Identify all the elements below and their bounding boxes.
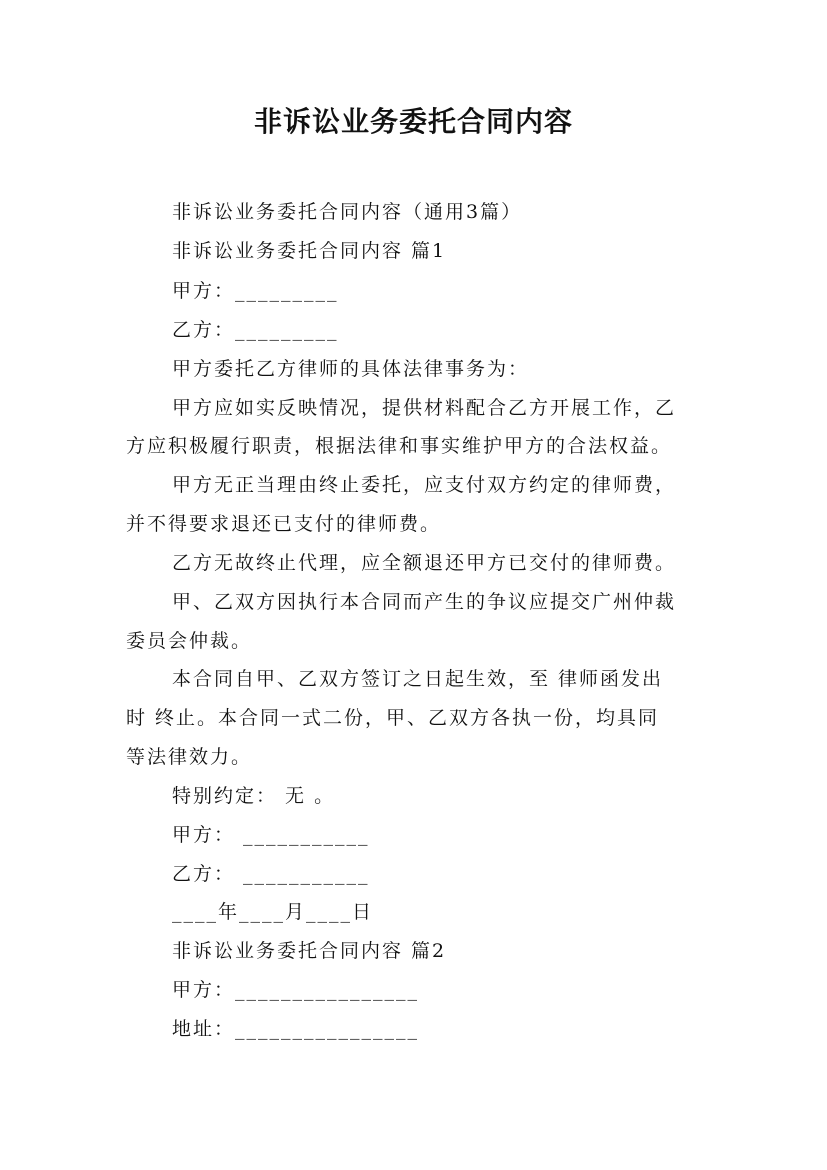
party-a-line: 甲方：________________ bbox=[172, 979, 420, 1001]
address-line: 地址：________________ bbox=[172, 1018, 420, 1040]
paragraph-line: 乙方无故终止代理，应全额退还甲方已交付的律师费。 bbox=[172, 552, 677, 574]
party-a-line: 甲方：_________ bbox=[172, 280, 339, 302]
paragraph-line: 方应积极履行职责，根据法律和事实维护甲方的合法权益。 bbox=[126, 435, 673, 457]
date-line: ____年____月____日 bbox=[172, 901, 374, 923]
paragraph-line: 甲方委托乙方律师的具体法律事务为： bbox=[172, 358, 530, 380]
paragraph-line: 甲方应如实反映情况，提供材料配合乙方开展工作，乙 bbox=[172, 397, 677, 419]
paragraph-line: 本合同自甲、乙双方签订之日起生效，至 律师函发出 bbox=[172, 668, 664, 690]
special-agreement-line: 特别约定： 无 。 bbox=[172, 785, 336, 807]
paragraph-line: 甲方无正当理由终止委托，应支付双方约定的律师费， bbox=[172, 474, 677, 496]
paragraph-line: 并不得要求退还已支付的律师费。 bbox=[126, 513, 442, 535]
paragraph-line: 委员会仲裁。 bbox=[126, 630, 253, 652]
collection-heading: 非诉讼业务委托合同内容（通用3篇） bbox=[172, 201, 523, 223]
section-2-heading: 非诉讼业务委托合同内容 篇2 bbox=[172, 940, 447, 962]
document-title: 非诉讼业务委托合同内容 bbox=[253, 105, 573, 138]
paragraph-line: 时 终止。本合同一式二份，甲、乙双方各执一份，均具同 bbox=[126, 707, 660, 729]
paragraph-line: 甲、乙双方因执行本合同而产生的争议应提交广州仲裁 bbox=[172, 591, 677, 613]
paragraph-line: 等法律效力。 bbox=[126, 746, 253, 768]
party-b-line: 乙方：_________ bbox=[172, 319, 339, 341]
party-a-signature-line: 甲方： ___________ bbox=[172, 824, 370, 846]
section-1-heading: 非诉讼业务委托合同内容 篇1 bbox=[172, 240, 447, 262]
party-b-signature-line: 乙方： ___________ bbox=[172, 863, 370, 885]
